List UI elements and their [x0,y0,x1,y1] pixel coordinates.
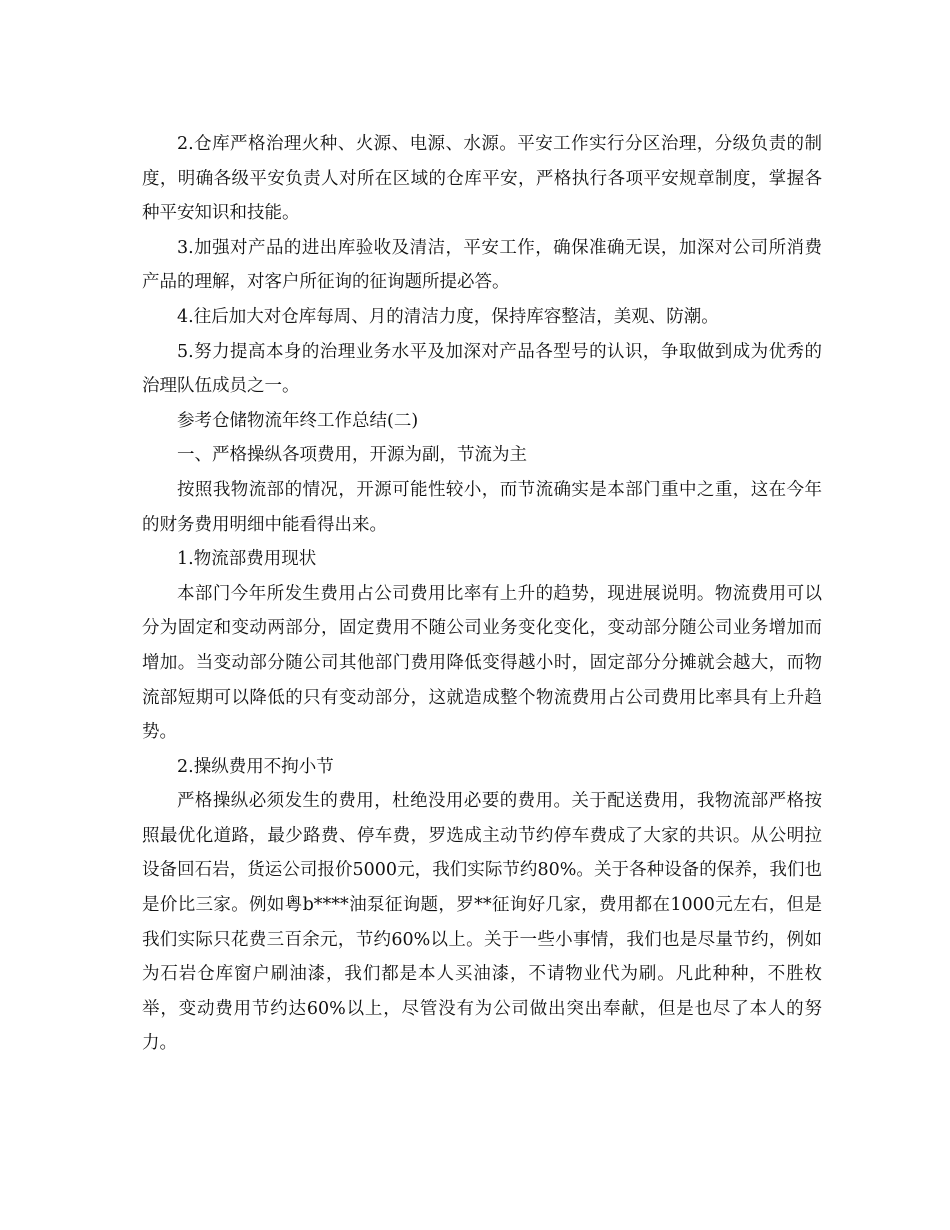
paragraph-logistics-situation: 按照我物流部的情况，开源可能性较小，而节流确实是本部门重中之重，这在今年的财务费用明细中能看得出来。 [142,479,822,535]
paragraph-cost-details: 严格操纵必须发生的费用，杜绝没用必要的费用。关于配送费用，我物流部严格按照最优化道路，最少路费、停车费，罗选成主动节约停车费成了大家的共识。从公明拉设备回石岩，货运公司报价5000元，我们实际节约80%。关于各种设备的保养，我们也是价比三家。例如粤b****油泵征询题，罗**征询好几家，费用都在1000元左右，但是我们实际只花费三百余元，节约60%以上。关于一些小事情，我们也是尽量节约，例如为石岩仓库窗户刷油漆，我们都是本人买油漆，不请物业代为刷。凡此种种，不胜枚举，变动费用节约达60%以上，尽管没有为公司做出突出奉献，但是也尽了本人的努力。 [142,791,822,1054]
paragraph-cost-status: 本部门今年所发生费用占公司费用比率有上升的趋势，现进展说明。物流费用可以分为固定和变动两部分，固定费用不随公司业务变化变化，变动部分随公司业务增加而增加。当变动部分随公司其他部门费用降低变得越小时，固定部分分摊就会越大，而物流部短期可以降低的只有变动部分，这就造成整个物流费用占公司费用比率具有上升趋势。 [142,583,822,743]
subheading-cost-details: 2.操纵费用不拘小节 [177,756,334,777]
paragraph-cleaning: 4.往后加大对仓库每周、月的清洁力度，保持库容整洁，美观、防潮。 [177,306,719,327]
section-title: 参考仓储物流年终工作总结(二) [177,410,419,431]
paragraph-inspection: 3.加强对产品的进出库验收及清洁，平安工作，确保准确无误，加深对公司所消费产品的理解，对客户所征询的征询题所提必答。 [142,237,822,293]
document-body [142,127,822,1061]
paragraph-improvement: 5.努力提高本身的治理业务水平及加深对产品各型号的认识，争取做到成为优秀的治理队伍成员之一。 [142,341,822,397]
paragraph-fire-safety: 2.仓库严格治理火种、火源、电源、水源。平安工作实行分区治理，分级负责的制度，明确各级平安负责人对所在区域的仓库平安，严格执行各项平安规章制度，掌握各种平安知识和技能。 [142,134,822,224]
subheading-cost-status: 1.物流部费用现状 [177,549,317,570]
section-heading-cost-control: 一、严格操纵各项费用，开源为副，节流为主 [177,445,527,466]
